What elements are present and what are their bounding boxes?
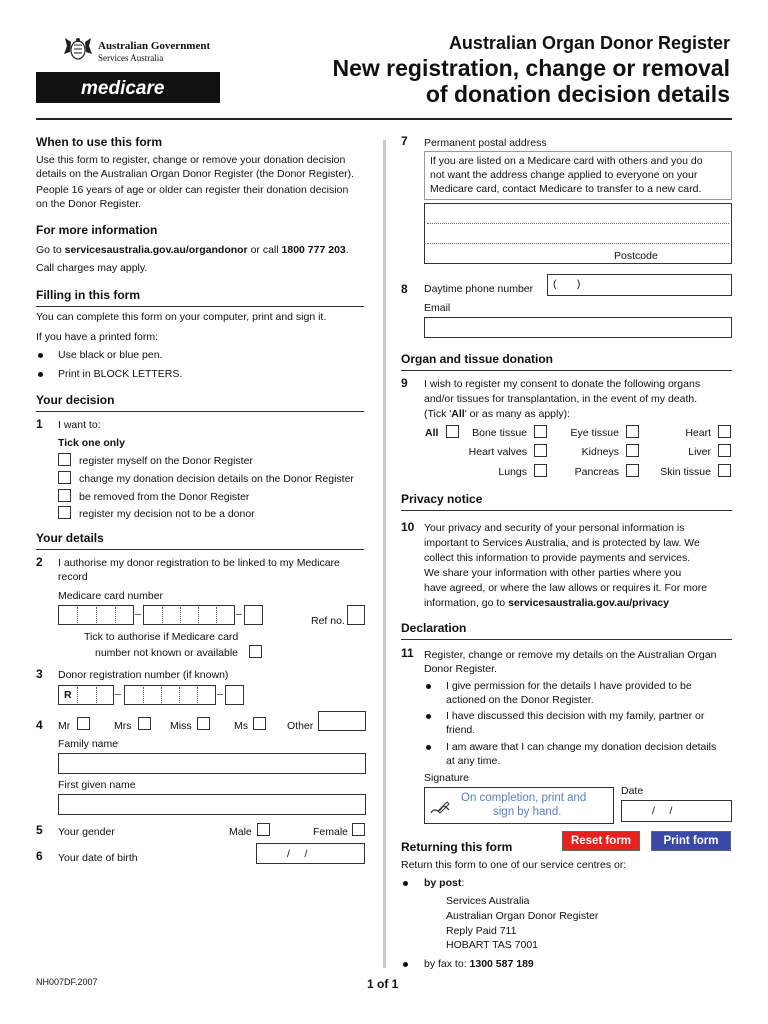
given-name-field[interactable] [58, 794, 366, 815]
question-number: 2 [36, 555, 43, 569]
organ-label: Bone tissue [472, 427, 527, 439]
privacy-text: collect this information to provide payments and services. [424, 552, 691, 564]
organ-label: Skin tissue [660, 466, 711, 478]
returning-intro: Return this form to one of our service centres or: [401, 859, 627, 871]
heart-valves-checkbox[interactable] [534, 444, 547, 457]
organdonor-link[interactable]: servicesaustralia.gov.au/organdonor [64, 244, 248, 256]
email-field[interactable] [424, 317, 732, 338]
when-text: details on the Australian Organ Donor Register (the Donor Register). [36, 168, 355, 180]
filling-bullet: Use black or blue pen. [58, 349, 163, 361]
postal-note-text: Medicare card, contact Medicare to transfer to a new card. [430, 183, 702, 195]
organ-heading: Organ and tissue donation [401, 352, 554, 366]
organ-tick-prefix: (Tick ' [424, 408, 452, 420]
reset-form-button[interactable] [562, 831, 640, 851]
organ-tick-suffix: ' or as many as apply): [464, 408, 571, 420]
coat-of-arms-logo [62, 36, 94, 64]
question-number: 11 [401, 646, 414, 660]
medicare-card-label: Medicare card number [58, 590, 164, 602]
print-form-button[interactable] [651, 831, 731, 851]
sign-note: sign by hand. [493, 806, 562, 818]
ref-no-label: Ref no. [311, 615, 345, 627]
privacy-heading: Privacy notice [401, 492, 483, 506]
tick-authorise-text: number not known or available [95, 647, 239, 659]
title-mrs-checkbox[interactable] [138, 717, 151, 730]
tick-one-only: Tick one only [58, 437, 125, 449]
divider [36, 306, 364, 307]
organ-all-label: All [425, 427, 439, 439]
when-text: People 16 years of age or older can register their donation decision [36, 184, 349, 196]
question-number: 10 [401, 520, 415, 534]
post-address: Services Australia [446, 895, 530, 907]
signature-pen-icon [429, 800, 451, 816]
privacy-text: Your privacy and security of your personal information is [424, 522, 685, 534]
ref-no-field[interactable] [347, 605, 365, 625]
filling-text: You can complete this form on your computer, print and sign it. [36, 311, 327, 323]
post-address: Reply Paid 711 [446, 925, 517, 937]
donor-reg-part2[interactable] [124, 685, 216, 705]
date-separator: / / [287, 848, 308, 860]
lungs-checkbox[interactable] [534, 464, 547, 477]
organ-label: Heart valves [468, 446, 527, 458]
divider [36, 549, 364, 550]
by-post-label: by post [424, 877, 462, 889]
question-number: 7 [401, 134, 408, 148]
question-number: 3 [36, 667, 43, 681]
dob-label: Your date of birth [58, 852, 138, 864]
family-name-label: Family name [58, 738, 119, 750]
title-mrs-label: Mrs [114, 720, 132, 732]
declaration-bullet: at any time. [446, 755, 501, 767]
decision-checkbox-register[interactable] [58, 453, 71, 466]
info-heading: For more information [36, 223, 158, 237]
skin-tissue-checkbox[interactable] [718, 464, 731, 477]
donor-reg-label: Donor registration number (if known) [58, 669, 229, 681]
organ-label: Liver [688, 446, 711, 458]
organ-label: Lungs [498, 466, 527, 478]
declaration-bullet: friend. [446, 724, 476, 736]
organ-text: and/or tissues for transplantation, in the event of my death. [424, 393, 698, 405]
bullet-icon [38, 372, 43, 377]
signature-date-field[interactable] [621, 800, 732, 822]
privacy-text: have agreed, or where the law allows or requires it. For more [424, 582, 708, 594]
privacy-text [424, 597, 669, 610]
gender-label: Your gender [58, 826, 115, 838]
bullet-icon [403, 962, 408, 967]
page-number: 1 of 1 [367, 977, 399, 991]
title-mr-label: Mr [58, 720, 71, 732]
medicare-banner [36, 72, 220, 103]
details-heading: Your details [36, 531, 104, 545]
question-number: 1 [36, 417, 43, 431]
print-form-label: Print form [663, 835, 719, 847]
fax-number: 1300 587 189 [469, 958, 534, 970]
eye-tissue-checkbox[interactable] [626, 425, 639, 438]
divider [36, 411, 364, 412]
given-name-label: First given name [58, 779, 136, 791]
male-label: Male [229, 826, 252, 838]
signature-field[interactable] [424, 787, 614, 824]
heart-checkbox[interactable] [718, 425, 731, 438]
organ-text [424, 408, 570, 421]
info-phone: 1800 777 203 [281, 244, 346, 256]
female-label: Female [313, 826, 349, 838]
medicare-logo: medicare [81, 78, 165, 99]
title-ms-label: Ms [234, 720, 248, 732]
r-prefix: R [64, 689, 72, 701]
question-number: 8 [401, 282, 408, 296]
page-title-line1: New registration, change or removal [332, 55, 730, 81]
title-miss-checkbox[interactable] [197, 717, 210, 730]
authorise-checkbox[interactable] [249, 645, 262, 658]
when-text: Use this form to register, change or remove your donation decision [36, 154, 346, 166]
decision-checkbox-not-donor[interactable] [58, 506, 71, 519]
declaration-bullet: I have discussed this decision with my family, partner or [446, 710, 705, 722]
question-number: 9 [401, 376, 408, 390]
signature-label: Signature [424, 772, 469, 784]
decision-heading: Your decision [36, 393, 115, 407]
phone-label: Daytime phone number [424, 283, 534, 295]
kidneys-checkbox[interactable] [626, 444, 639, 457]
postal-note-text: not want the address change applied to everyone on your [430, 169, 698, 181]
when-text: on the Donor Register. [36, 198, 142, 210]
when-heading: When to use this form [36, 135, 162, 149]
dash: – [135, 608, 141, 620]
donor-reg-part1[interactable] [58, 685, 114, 705]
title-ms-checkbox[interactable] [253, 717, 266, 730]
title-miss-label: Miss [170, 720, 192, 732]
divider [401, 510, 732, 511]
filling-heading: Filling in this form [36, 288, 140, 302]
declaration-text: Register, change or remove my details on the Australian Organ [424, 649, 717, 661]
bullet-icon [426, 684, 431, 689]
question-number: 6 [36, 849, 43, 863]
decision-option: register myself on the Donor Register [79, 455, 253, 467]
email-label: Email [424, 302, 451, 314]
declaration-bullet: I am aware that I can change my donation decision details [446, 741, 717, 753]
by-post-line [424, 877, 464, 890]
filling-text: If you have a printed form: [36, 331, 158, 343]
phone-area-code: ( ) [553, 278, 581, 290]
bullet-icon [426, 745, 431, 750]
postal-note-box [424, 151, 732, 200]
page-title-line2: of donation decision details [425, 81, 730, 107]
divider [401, 639, 732, 640]
dob-field[interactable] [256, 843, 365, 864]
decision-option: change my donation decision details on the Donor Register [79, 473, 354, 485]
female-checkbox[interactable] [352, 823, 365, 836]
privacy-link[interactable]: servicesaustralia.gov.au/privacy [508, 597, 669, 609]
question-number: 5 [36, 823, 43, 837]
post-address: HOBART TAS 7001 [446, 939, 539, 951]
by-fax-line [424, 958, 534, 971]
dash: – [217, 688, 223, 700]
agency-name: Services Australia [98, 53, 164, 63]
donor-reg-part3[interactable] [225, 685, 244, 705]
declaration-text: Donor Register. [424, 663, 497, 675]
date-separator: / / [652, 805, 673, 817]
header-divider [36, 118, 732, 120]
organ-label: Heart [685, 427, 711, 439]
post-address: Australian Organ Donor Register [446, 910, 599, 922]
question-number: 4 [36, 718, 43, 732]
decision-checkbox-remove[interactable] [58, 489, 71, 502]
register-title: Australian Organ Donor Register [448, 33, 730, 53]
postcode-label: Postcode [614, 250, 658, 262]
by-post-colon: : [461, 877, 465, 889]
medicare-number-part2[interactable] [143, 605, 235, 625]
tick-authorise-text: Tick to authorise if Medicare card [84, 631, 239, 643]
decision-question: I want to: [58, 419, 101, 431]
declaration-heading: Declaration [401, 621, 467, 635]
title-other-label: Other [287, 720, 314, 732]
postal-note-text: If you are listed on a Medicare card with others and you do [430, 155, 703, 167]
bullet-icon [38, 353, 43, 358]
medicare-number-part3[interactable] [244, 605, 263, 625]
male-checkbox[interactable] [257, 823, 270, 836]
organ-label: Eye tissue [570, 427, 619, 439]
divider [401, 370, 732, 371]
column-divider [383, 140, 386, 968]
title-other-field[interactable] [318, 711, 366, 731]
q2-text: record [58, 571, 88, 583]
bullet-icon [403, 881, 408, 886]
bullet-icon [426, 714, 431, 719]
organ-text: I wish to register my consent to donate the following organs [424, 378, 701, 390]
organ-label: Kidneys [581, 446, 619, 458]
bone-tissue-checkbox[interactable] [534, 425, 547, 438]
privacy-text: important to Services Australia, and is protected by law. We [424, 537, 700, 549]
phone-field[interactable] [547, 274, 732, 296]
organ-label: Pancreas [574, 466, 619, 478]
q2-text: I authorise my donor registration to be linked to my Medicare [58, 557, 340, 569]
date-label: Date [621, 785, 644, 797]
family-name-field[interactable] [58, 753, 366, 774]
form-code: NH007DF.2007 [36, 977, 98, 987]
by-fax-label: by fax to: [424, 958, 467, 970]
filling-bullet: Print in BLOCK LETTERS. [58, 368, 183, 380]
info-period: . [345, 244, 349, 256]
call-charges: Call charges may apply. [36, 262, 148, 274]
title-mr-checkbox[interactable] [77, 717, 90, 730]
privacy-last-prefix: information, go to [424, 597, 506, 609]
gov-name: Australian Government [98, 40, 211, 52]
liver-checkbox[interactable] [718, 444, 731, 457]
organ-tick-all: All [451, 408, 465, 420]
decision-option: register my decision not to be a donor [79, 508, 255, 520]
dash: – [115, 688, 121, 700]
reset-form-label: Reset form [570, 835, 632, 847]
info-or-call: or call [250, 244, 279, 256]
returning-heading: Returning this form [401, 840, 513, 854]
privacy-text: We share your information with other parties where you [424, 567, 682, 579]
organ-all-checkbox[interactable] [446, 425, 459, 438]
sign-note: On completion, print and [461, 792, 587, 804]
declaration-bullet: I give permission for the details I have provided to be [446, 680, 692, 692]
decision-checkbox-change[interactable] [58, 471, 71, 484]
postal-address-label: Permanent postal address [424, 137, 547, 149]
info-line [36, 244, 349, 257]
medicare-number-part1[interactable] [58, 605, 134, 625]
dash: – [236, 608, 242, 620]
postal-address-field[interactable] [424, 203, 732, 264]
pancreas-checkbox[interactable] [626, 464, 639, 477]
decision-option: be removed from the Donor Register [79, 491, 250, 503]
info-go-to: Go to [36, 244, 62, 256]
declaration-bullet: actioned on the Donor Register. [446, 694, 594, 706]
